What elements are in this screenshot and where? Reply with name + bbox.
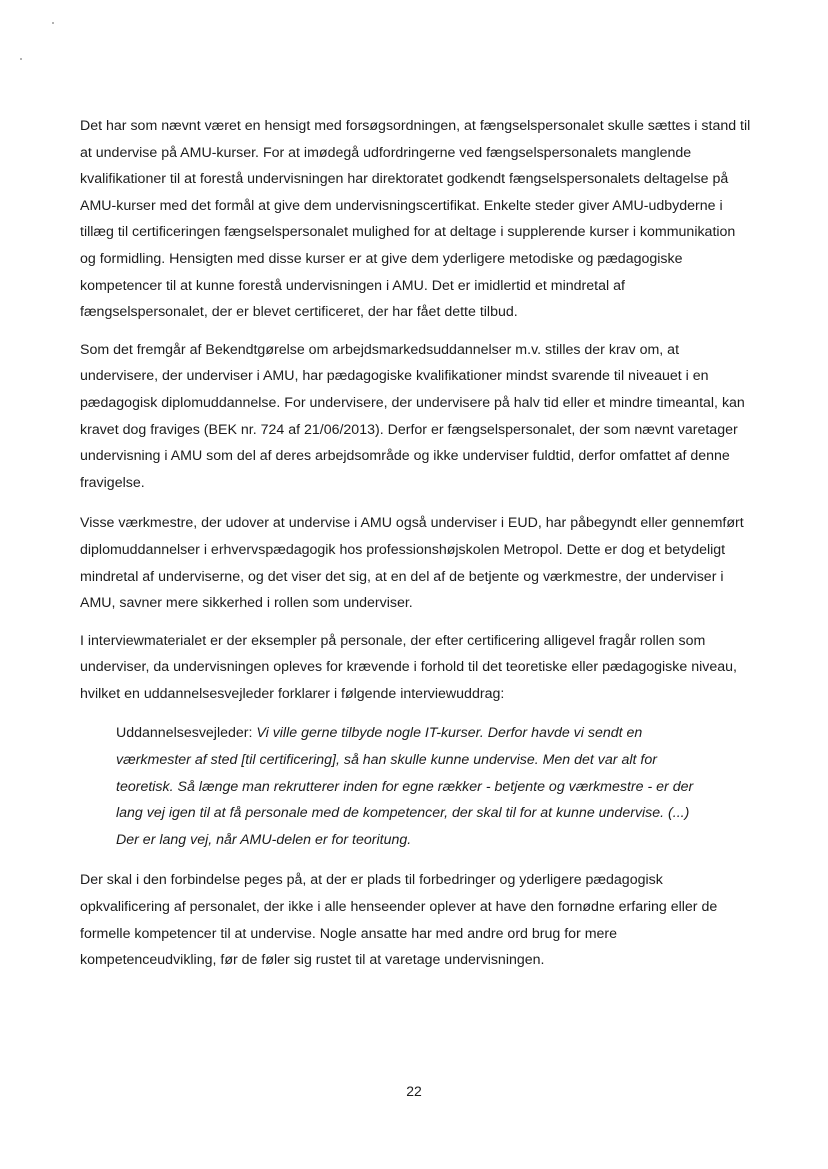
paragraph-forsoegsordning: Det har som nævnt været en hensigt med forsøgsordningen, at fængselspersonalet skulle sættes i stand til at undervise på AMU-kurser. For at imødegå udfordringerne ved fængselspersonalets manglende kvalifikationer til at forestå undervisningen har direktoratet godkendt fængselspersonalets deltagelse på AMU-kurser med det formål at give dem undervisningscertifikat. Enkelte steder giver AMU-udbyderne i tillæg til certificeringen fængselspersonalet mulighed for at deltage i supplerende kurser i kommunikation og formidling. Hensigten med disse kurser er at give dem yderligere metodiske og pædagogiske kompetencer til at kunne forestå undervisningen i AMU. Det er imidlertid et mindretal af fængselspersonalet, der er blevet certificeret, der har fået dette tilbud. xyxy=(80,118,751,321)
scan-speck xyxy=(52,22,54,24)
paragraph-closing: Der skal i den forbindelse peges på, at der er plads til forbedringer og yderligere pædagogisk opkvalificering af personalet, der ikke i alle henseender oplever at have den fornødne erfaring eller de formelle kompetencer til at undervise. Nogle ansatte har med andre ord brug for mere kompetenceudvikling, før de føler sig rustet til at varetage undervisningen. xyxy=(80,872,718,969)
scan-speck xyxy=(20,58,22,60)
quote-speaker: Uddannelsesvejleder: xyxy=(116,725,257,742)
document-body xyxy=(80,113,755,985)
paragraph-vaerkmestre: Visse værkmestre, der udover at undervise i AMU også underviser i EUD, har påbegyndt eller gennemført diplomuddannelser i erhvervspædagogik hos professionshøjskolen Metropol. Dette er dog et betydeligt mindretal af underviserne, og det viser det sig, at en del af de betjente og værkmestre, der underviser i AMU, savner mere sikkerhed i rollen som underviser. xyxy=(80,515,744,612)
quote-text: Vi ville gerne tilbyde nogle IT-kurser. Derfor havde vi sendt en værkmester af sted [til certificering], så han skulle kunne undervise. Men det var alt for teoretisk. Så længe man rekrutterer inden for egne rækker - betjente og værkmestre - er der lang vej igen til at få personale med de kompetencer, der skal til for at kunne undervise. (...) Der er lang vej, når AMU-delen er for teoritung. xyxy=(116,725,694,848)
paragraph-bekendtgoerelse: Som det fremgår af Bekendtgørelse om arbejdsmarkedsuddannelser m.v. stilles der krav om, at undervisere, der underviser i AMU, har pædagogiske kvalifikationer mindst svarende til niveauet i en pædagogisk diplomuddannelse. For undervisere, der undervisere på halv tid eller et mindre timeantal, kan kravet dog fraviges (BEK nr. 724 af 21/06/2013). Derfor er fængselspersonalet, der som nævnt varetager undervisning i AMU som del af deres arbejdsområde og ikke underviser fuldtid, derfor omfattet af denne fravigelse. xyxy=(80,341,745,491)
paragraph-interviewmateriale: I interviewmaterialet er der eksempler på personale, der efter certificering alligevel fragår rollen som underviser, da undervisningen opleves for krævende i forhold til det teoretiske eller pædagogiske niveau, hvilket en uddannelsesvejleder forklarer i følgende interviewuddrag: xyxy=(80,632,737,702)
page-number: 22 xyxy=(406,1083,422,1099)
interview-quote xyxy=(116,720,755,853)
